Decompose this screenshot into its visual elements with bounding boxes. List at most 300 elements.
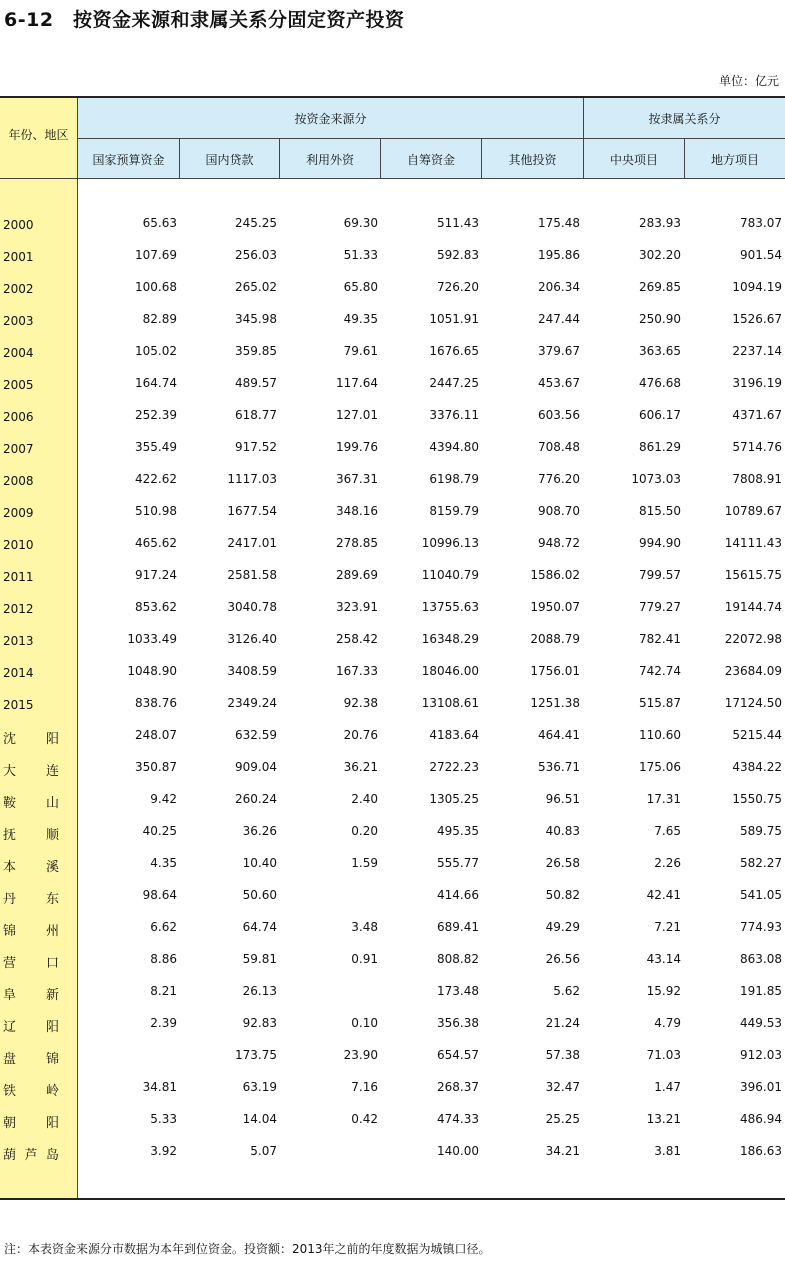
table-cell: 782.41 (639, 632, 681, 646)
unit-label: 单位：亿元 (718, 74, 779, 88)
column-header: 其他投资 (508, 153, 557, 167)
table-cell: 2447.25 (429, 376, 479, 390)
table-cell: 10996.13 (421, 536, 479, 550)
column-header: 国内贷款 (205, 153, 254, 167)
table-cell: 779.27 (639, 600, 681, 614)
table-cell: 175.48 (538, 216, 580, 230)
table-cell: 2581.58 (227, 568, 277, 582)
table-cell: 449.53 (740, 1016, 782, 1030)
table-cell: 3408.59 (227, 664, 277, 678)
table-row (0, 690, 785, 722)
table-cell: 853.62 (135, 600, 177, 614)
table-cell: 92.83 (242, 1016, 277, 1030)
table-cell: 110.60 (639, 728, 681, 742)
table-cell: 13755.63 (421, 600, 479, 614)
table-cell: 511.43 (437, 216, 479, 230)
row-label-char: 锦 (45, 1052, 59, 1067)
table-cell: 3040.78 (227, 600, 277, 614)
group-header-source: 按资金来源分 (294, 112, 367, 126)
table-cell: 278.85 (336, 536, 378, 550)
table-cell: 396.01 (740, 1080, 782, 1094)
table-cell: 1676.65 (429, 344, 479, 358)
row-label-char: 锦 (3, 924, 17, 939)
row-label-char: 辽 (3, 1020, 17, 1035)
table-cell: 5215.44 (732, 728, 782, 742)
table-cell: 3.48 (351, 920, 378, 934)
table-cell: 0.10 (351, 1016, 378, 1030)
row-label (3, 888, 59, 907)
table-row (0, 722, 785, 754)
table-cell: 20.76 (343, 728, 378, 742)
row-label (3, 1112, 59, 1131)
table-row (0, 466, 785, 498)
table-cell: 96.51 (545, 792, 580, 806)
investment-table (0, 96, 785, 1200)
table-cell: 5.07 (250, 1144, 277, 1158)
table-cell: 2.40 (351, 792, 378, 806)
table-cell: 36.26 (242, 824, 277, 838)
row-label-char: 沈 (3, 732, 17, 747)
column-header: 自筹资金 (406, 153, 455, 167)
table-cell: 2237.14 (732, 344, 782, 358)
table-cell: 49.29 (545, 920, 580, 934)
row-label-char: 溪 (45, 860, 59, 875)
table-cell: 5.62 (553, 984, 580, 998)
table-cell: 167.33 (336, 664, 378, 678)
row-label-char: 铁 (3, 1084, 17, 1099)
table-cell: 3.92 (150, 1144, 177, 1158)
table-cell: 912.03 (740, 1048, 782, 1062)
row-label: 2009 (3, 506, 34, 520)
table-cell: 917.52 (235, 440, 277, 454)
table-cell: 4.79 (654, 1016, 681, 1030)
table-cell: 618.77 (235, 408, 277, 422)
table-cell: 25.25 (545, 1112, 580, 1126)
table-cell: 50.82 (545, 888, 580, 902)
table-cell: 100.68 (135, 280, 177, 294)
table-row (0, 946, 785, 978)
table-row (0, 658, 785, 690)
column-header: 国家预算资金 (92, 153, 165, 167)
table-cell: 69.30 (343, 216, 378, 230)
row-label: 2002 (3, 282, 34, 296)
table-cell: 34.81 (142, 1080, 177, 1094)
table-cell: 350.87 (135, 760, 177, 774)
row-label: 2013 (3, 634, 34, 648)
page-title: 6-12 按资金来源和隶属关系分固定资产投资 (4, 9, 405, 31)
row-label (3, 1080, 59, 1099)
table-cell: 4.35 (150, 856, 177, 870)
row-label (3, 1016, 59, 1035)
table-cell: 43.14 (646, 952, 681, 966)
table-cell: 1073.03 (631, 472, 681, 486)
table-cell: 489.57 (235, 376, 277, 390)
table-cell: 363.65 (639, 344, 681, 358)
table-cell: 0.20 (351, 824, 378, 838)
row-label-char: 阜 (3, 988, 17, 1003)
row-label-char: 丹 (3, 892, 17, 907)
table-cell: 345.98 (235, 312, 277, 326)
table-cell: 3126.40 (227, 632, 277, 646)
table-cell: 1117.03 (227, 472, 277, 486)
table-cell: 495.35 (437, 824, 479, 838)
row-label: 2000 (3, 218, 34, 232)
table-cell: 592.83 (437, 248, 479, 262)
table-cell: 17.31 (646, 792, 681, 806)
table-cell: 863.08 (740, 952, 782, 966)
table-cell: 14111.43 (724, 536, 782, 550)
table-cell: 175.06 (639, 760, 681, 774)
table-row (0, 562, 785, 594)
table-cell: 414.66 (437, 888, 479, 902)
table-cell: 708.48 (538, 440, 580, 454)
table-row (0, 1010, 785, 1042)
row-label: 2011 (3, 570, 34, 584)
row-label-char: 阳 (45, 1116, 59, 1131)
table-cell: 1251.38 (530, 696, 580, 710)
table-row (0, 882, 785, 914)
table-cell: 359.85 (235, 344, 277, 358)
table-cell: 808.82 (437, 952, 479, 966)
table-cell: 1094.19 (732, 280, 782, 294)
table-cell: 16348.29 (421, 632, 479, 646)
table-cell: 79.61 (343, 344, 378, 358)
table-cell: 92.38 (343, 696, 378, 710)
table-row (0, 594, 785, 626)
table-cell: 4371.67 (732, 408, 782, 422)
table-cell: 901.54 (740, 248, 782, 262)
table-cell: 51.33 (343, 248, 378, 262)
row-label (3, 824, 59, 843)
table-cell: 98.64 (142, 888, 177, 902)
table-cell: 265.02 (235, 280, 277, 294)
table-cell: 0.91 (351, 952, 378, 966)
table-cell: 6198.79 (429, 472, 479, 486)
table-cell: 774.93 (740, 920, 782, 934)
row-label (3, 952, 59, 971)
table-cell: 909.04 (235, 760, 277, 774)
table-row (0, 274, 785, 306)
row-label-header: 年份、地区 (8, 128, 69, 142)
column-header: 地方项目 (710, 153, 759, 167)
row-label-char: 葫 (3, 1148, 17, 1163)
table-cell: 2722.23 (429, 760, 479, 774)
table-cell: 252.39 (135, 408, 177, 422)
row-label-char: 阳 (45, 732, 59, 747)
table-cell: 799.57 (639, 568, 681, 582)
table-row (0, 754, 785, 786)
table-cell: 1677.54 (227, 504, 277, 518)
row-label (3, 856, 59, 875)
table-cell: 248.07 (135, 728, 177, 742)
table-cell: 1.47 (654, 1080, 681, 1094)
row-label-char: 营 (3, 956, 17, 971)
table-row (0, 978, 785, 1010)
table-cell: 356.38 (437, 1016, 479, 1030)
table-row (0, 242, 785, 274)
table-row (0, 626, 785, 658)
table-cell: 589.75 (740, 824, 782, 838)
table-cell: 14.04 (242, 1112, 277, 1126)
table-cell: 1756.01 (530, 664, 580, 678)
row-label: 2003 (3, 314, 34, 328)
row-label-char: 抚 (3, 828, 17, 843)
row-label-char: 岭 (45, 1084, 59, 1099)
table-cell: 1586.02 (530, 568, 580, 582)
table-row (0, 402, 785, 434)
table-cell: 40.83 (545, 824, 580, 838)
table-cell: 71.03 (646, 1048, 681, 1062)
header-mid-line (78, 138, 785, 139)
row-label (3, 1144, 59, 1163)
table-cell: 367.31 (336, 472, 378, 486)
table-cell: 65.63 (142, 216, 177, 230)
table-cell: 34.21 (545, 1144, 580, 1158)
table-cell: 3376.11 (429, 408, 479, 422)
table-cell: 3.81 (654, 1144, 681, 1158)
table-cell: 994.90 (639, 536, 681, 550)
table-cell: 5714.76 (732, 440, 782, 454)
table-cell: 15615.75 (724, 568, 782, 582)
row-label: 2008 (3, 474, 34, 488)
table-cell: 42.41 (646, 888, 681, 902)
row-label: 2010 (3, 538, 34, 552)
table-cell: 2.26 (654, 856, 681, 870)
table-cell: 247.44 (538, 312, 580, 326)
row-label: 2004 (3, 346, 34, 360)
table-cell: 8.21 (150, 984, 177, 998)
table-cell: 105.02 (135, 344, 177, 358)
table-cell: 348.16 (336, 504, 378, 518)
table-cell: 917.24 (135, 568, 177, 582)
table-cell: 536.71 (538, 760, 580, 774)
table-row (0, 434, 785, 466)
table-cell: 8159.79 (429, 504, 479, 518)
table-cell: 26.58 (545, 856, 580, 870)
table-cell: 245.25 (235, 216, 277, 230)
table-cell: 838.76 (135, 696, 177, 710)
table-row (0, 1106, 785, 1138)
table-cell: 474.33 (437, 1112, 479, 1126)
table-cell: 582.27 (740, 856, 782, 870)
table-cell: 726.20 (437, 280, 479, 294)
table-cell: 1550.75 (732, 792, 782, 806)
row-label: 2014 (3, 666, 34, 680)
table-cell: 4384.22 (732, 760, 782, 774)
table-cell: 186.63 (740, 1144, 782, 1158)
table-cell: 379.67 (538, 344, 580, 358)
table-cell: 10789.67 (724, 504, 782, 518)
table-cell: 22072.98 (724, 632, 782, 646)
row-label-char: 连 (45, 764, 59, 779)
row-label (3, 760, 59, 779)
table-cell: 908.70 (538, 504, 580, 518)
table-cell: 7.16 (351, 1080, 378, 1094)
table-cell: 6.62 (150, 920, 177, 934)
table-cell: 260.24 (235, 792, 277, 806)
table-cell: 355.49 (135, 440, 177, 454)
table-row (0, 914, 785, 946)
table-cell: 510.98 (135, 504, 177, 518)
table-cell: 1526.67 (732, 312, 782, 326)
table-cell: 948.72 (538, 536, 580, 550)
table-cell: 1051.91 (429, 312, 479, 326)
row-label-char: 岛 (45, 1148, 59, 1163)
table-cell: 15.92 (646, 984, 681, 998)
table-cell: 742.74 (639, 664, 681, 678)
table-cell: 206.34 (538, 280, 580, 294)
row-label (3, 728, 59, 747)
table-cell: 465.62 (135, 536, 177, 550)
table-cell: 515.87 (639, 696, 681, 710)
table-row (0, 818, 785, 850)
table-cell: 18046.00 (421, 664, 479, 678)
table-cell: 64.74 (242, 920, 277, 934)
table-cell: 195.86 (538, 248, 580, 262)
table-cell: 0.42 (351, 1112, 378, 1126)
row-label: 2012 (3, 602, 34, 616)
table-cell: 32.47 (545, 1080, 580, 1094)
table-cell: 422.62 (135, 472, 177, 486)
row-label: 2001 (3, 250, 34, 264)
table-cell: 8.86 (150, 952, 177, 966)
table-cell: 7.65 (654, 824, 681, 838)
table-cell: 191.85 (740, 984, 782, 998)
table-cell: 258.42 (336, 632, 378, 646)
table-cell: 606.17 (639, 408, 681, 422)
table-cell: 689.41 (437, 920, 479, 934)
table-cell: 17124.50 (724, 696, 782, 710)
table-cell: 2349.24 (227, 696, 277, 710)
table-cell: 9.42 (150, 792, 177, 806)
table-cell: 486.94 (740, 1112, 782, 1126)
table-cell: 1.59 (351, 856, 378, 870)
table-cell: 302.20 (639, 248, 681, 262)
table-cell: 3196.19 (732, 376, 782, 390)
table-cell: 50.60 (242, 888, 277, 902)
column-header: 利用外资 (305, 153, 354, 167)
table-cell: 815.50 (639, 504, 681, 518)
table-cell: 1033.49 (127, 632, 177, 646)
table-cell: 541.05 (740, 888, 782, 902)
column-header: 中央项目 (609, 153, 658, 167)
row-label: 2007 (3, 442, 34, 456)
table-cell: 2088.79 (530, 632, 580, 646)
table-cell: 5.33 (150, 1112, 177, 1126)
table-cell: 464.41 (538, 728, 580, 742)
row-label: 2005 (3, 378, 34, 392)
table-cell: 82.89 (142, 312, 177, 326)
table-row (0, 370, 785, 402)
table-cell: 59.81 (242, 952, 277, 966)
row-label-char: 鞍 (3, 796, 17, 811)
table-cell: 107.69 (135, 248, 177, 262)
table-cell: 1950.07 (530, 600, 580, 614)
table-cell: 2417.01 (227, 536, 277, 550)
table-row (0, 306, 785, 338)
table-cell: 127.01 (336, 408, 378, 422)
table-row (0, 1074, 785, 1106)
table-cell: 453.67 (538, 376, 580, 390)
row-label (3, 1048, 59, 1067)
header-bottom-line (0, 178, 785, 179)
table-cell: 26.13 (242, 984, 277, 998)
table-cell: 283.93 (639, 216, 681, 230)
table-cell: 63.19 (242, 1080, 277, 1094)
table-cell: 173.48 (437, 984, 479, 998)
table-cell: 23684.09 (724, 664, 782, 678)
row-label-char: 阳 (45, 1020, 59, 1035)
table-cell: 117.64 (336, 376, 378, 390)
table-cell: 4183.64 (429, 728, 479, 742)
table-cell: 49.35 (343, 312, 378, 326)
table-cell: 2.39 (150, 1016, 177, 1030)
table-cell: 7808.91 (732, 472, 782, 486)
table-cell: 199.76 (336, 440, 378, 454)
table-row (0, 530, 785, 562)
table-cell: 476.68 (639, 376, 681, 390)
table-cell: 40.25 (142, 824, 177, 838)
table-cell: 861.29 (639, 440, 681, 454)
group-header-affiliation: 按隶属关系分 (648, 112, 721, 126)
row-label: 2015 (3, 698, 34, 712)
row-label-char: 大 (3, 764, 17, 779)
row-label (3, 792, 59, 811)
row-label-char: 山 (45, 796, 59, 811)
table-cell: 289.69 (336, 568, 378, 582)
row-label-char: 州 (45, 924, 59, 939)
table-cell: 269.85 (639, 280, 681, 294)
row-label-char: 口 (45, 956, 59, 971)
row-label-char: 芦 (24, 1148, 38, 1163)
row-label-char: 盘 (3, 1052, 17, 1067)
table-cell: 1048.90 (127, 664, 177, 678)
table-cell: 250.90 (639, 312, 681, 326)
table-cell: 13108.61 (421, 696, 479, 710)
table-cell: 555.77 (437, 856, 479, 870)
table-cell: 173.75 (235, 1048, 277, 1062)
table-cell: 19144.74 (724, 600, 782, 614)
table-cell: 164.74 (135, 376, 177, 390)
row-label-char: 东 (45, 892, 59, 907)
table-cell: 783.07 (740, 216, 782, 230)
table-row (0, 1042, 785, 1074)
table-cell: 632.59 (235, 728, 277, 742)
table-row (0, 338, 785, 370)
row-label-char: 本 (3, 860, 17, 875)
table-cell: 140.00 (437, 1144, 479, 1158)
row-label-char: 朝 (3, 1116, 17, 1131)
table-cell: 268.37 (437, 1080, 479, 1094)
table-cell: 776.20 (538, 472, 580, 486)
table-cell: 65.80 (343, 280, 378, 294)
table-cell: 11040.79 (421, 568, 479, 582)
table-cell: 7.21 (654, 920, 681, 934)
table-cell: 603.56 (538, 408, 580, 422)
table-row (0, 850, 785, 882)
table-cell: 1305.25 (429, 792, 479, 806)
table-cell: 256.03 (235, 248, 277, 262)
table-cell: 26.56 (545, 952, 580, 966)
table-cell: 23.90 (343, 1048, 378, 1062)
row-label-char: 顺 (45, 828, 59, 843)
row-label-char: 新 (45, 988, 59, 1003)
row-label: 2006 (3, 410, 34, 424)
table-cell: 4394.80 (429, 440, 479, 454)
footnote: 注：本表资金来源分市数据为本年到位资金。投资额：2013年之前的年度数据为城镇口径。 (4, 1242, 491, 1256)
table-row (0, 210, 785, 242)
row-label (3, 920, 59, 939)
